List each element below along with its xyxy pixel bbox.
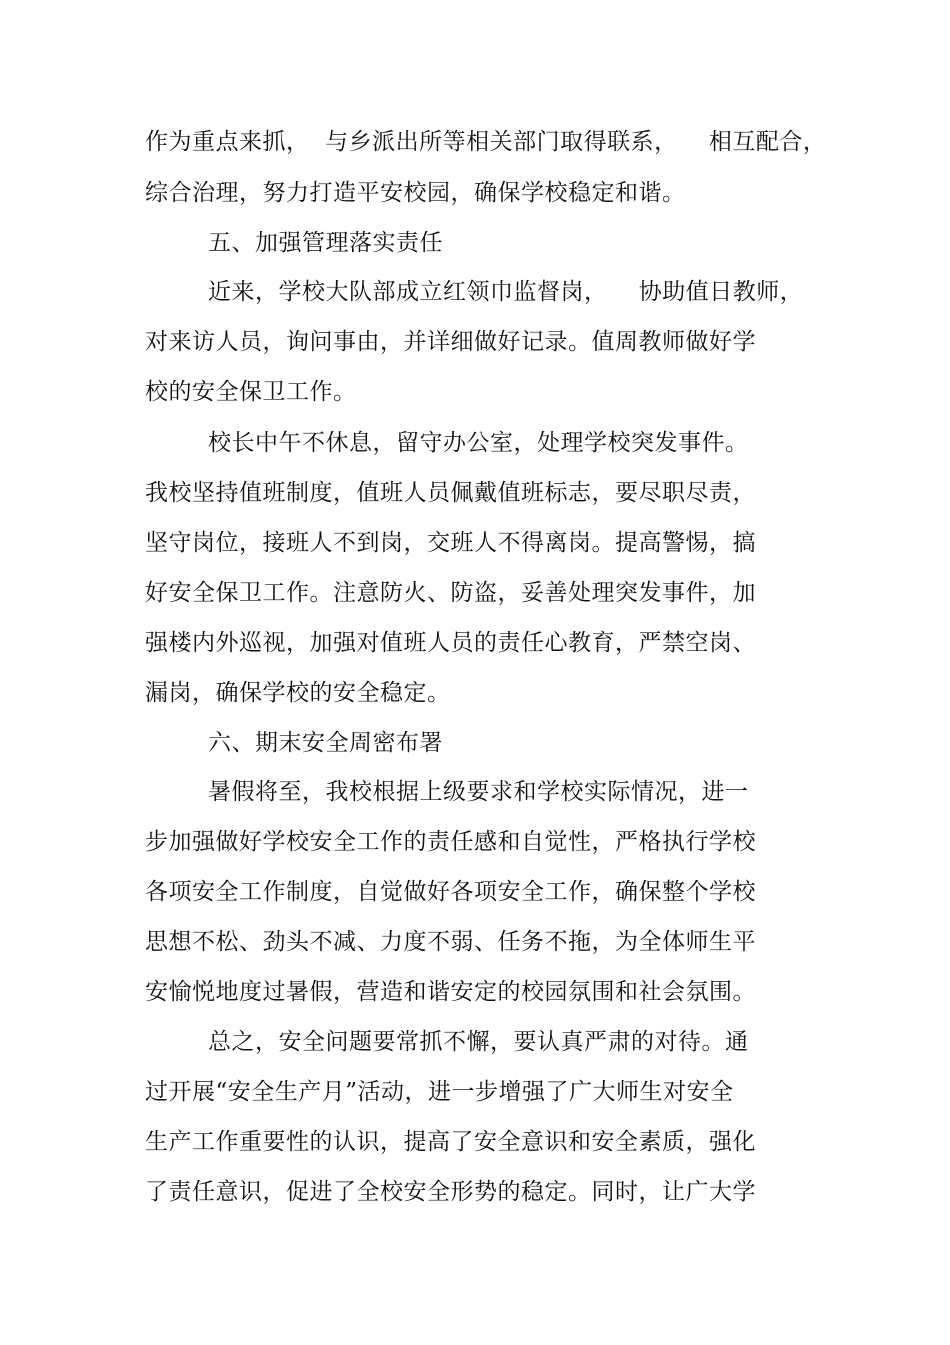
text-line: 安愉悦地度过暑假，营造和谐安定的校园氛围和社会氛围。 (145, 979, 756, 1005)
text-line: 暑假将至，我校根据上级要求和学校实际情况，进一 (208, 779, 749, 805)
text-line: 坚守岗位，接班人不到岗，交班人不得离岗。提高警惕，搞 (145, 530, 756, 556)
section-heading: 六、期末安全周密布署 (208, 730, 443, 756)
text-line: 作为重点来抓， 与乡派出所等相关部门取得联系， 相互配合， (145, 129, 827, 155)
text-line: 步加强做好学校安全工作的责任感和自觉性，严格执行学校 (145, 829, 756, 855)
section-heading: 五、加强管理落实责任 (208, 230, 443, 256)
text-line: 综合治理，努力打造平安校园，确保学校稳定和谐。 (145, 180, 686, 206)
text-line: 强楼内外巡视，加强对值班人员的责任心教育，严禁空岗、 (145, 630, 756, 656)
text-line: 了责任意识，促进了全校安全形势的稳定。同时，让广大学 (145, 1179, 756, 1205)
text-line: 校长中午不休息，留守办公室，处理学校突发事件。 (208, 430, 749, 456)
text-line: 对来访人员，询问事由，并详细做好记录。值周教师做好学 (145, 329, 756, 355)
text-line: 各项安全工作制度，自觉做好各项安全工作，确保整个学校 (145, 879, 756, 905)
text-line: 我校坚持值班制度，值班人员佩戴值班标志，要尽职尽责， (145, 480, 756, 506)
text-line: 总之，安全问题要常抓不懈，要认真严肃的对待。通 (208, 1029, 749, 1055)
text-line: 校的安全保卫工作。 (145, 379, 357, 405)
text-line: 漏岗，确保学校的安全稳定。 (145, 680, 451, 706)
text-line: 生产工作重要性的认识，提高了安全意识和安全素质，强化 (145, 1129, 756, 1155)
text-line: 近来，学校大队部成立红领巾监督岗， 协助值日教师， (208, 279, 804, 305)
text-line: 思想不松、劲头不减、力度不弱、任务不拖，为全体师生平 (145, 929, 756, 955)
text-line: 过开展“安全生产月”活动，进一步增强了广大师生对安全 (145, 1079, 734, 1105)
text-line: 好安全保卫工作。注意防火、防盗，妥善处理突发事件，加 (145, 580, 756, 606)
